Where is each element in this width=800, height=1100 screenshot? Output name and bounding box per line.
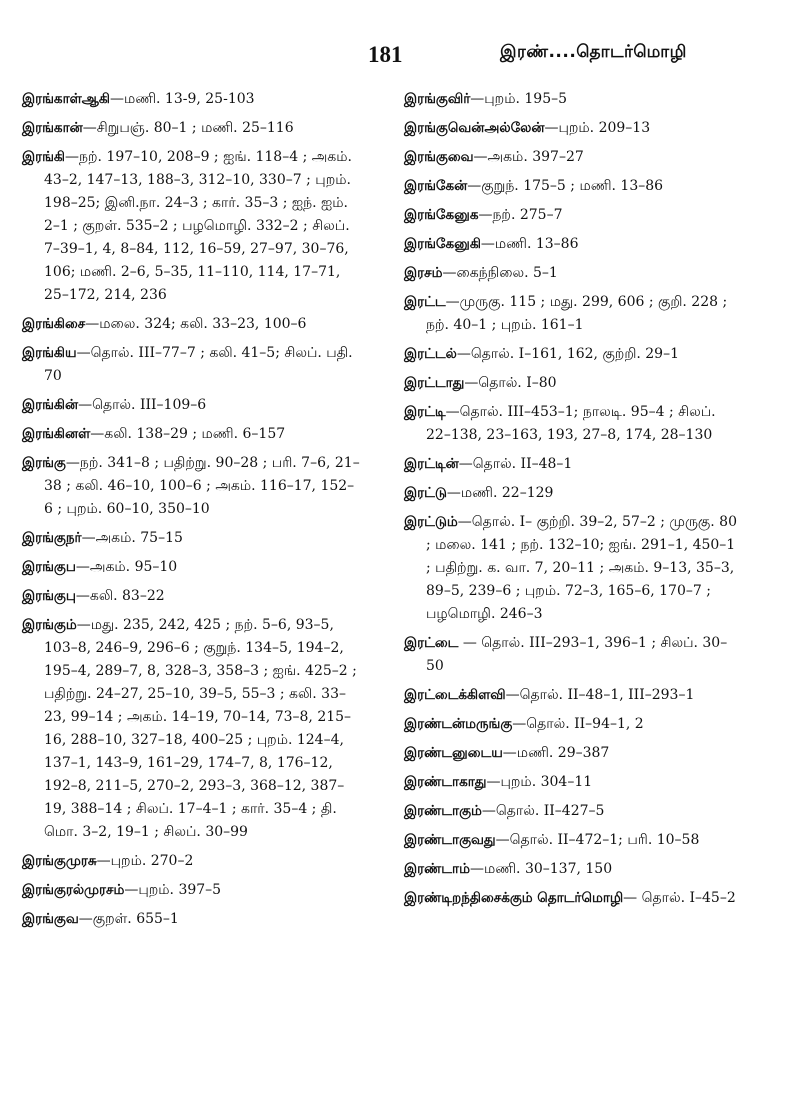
- entry-references: —தொல். I–161, 162, குற்றி. 29–1: [456, 346, 679, 362]
- entry-references: —அகம். 75–15: [81, 530, 183, 546]
- index-entry: [404, 742, 742, 765]
- entry-references: —குறுந். 175–5 ; மணி. 13–86: [467, 178, 664, 194]
- entry-headword: இரண்டன்மருங்கு: [404, 716, 513, 732]
- index-entry: [22, 908, 360, 931]
- entry-references: —கலி. 138–29 ; மணி. 6–157: [90, 426, 286, 442]
- entry-references: —தொல். II–427–5: [481, 803, 605, 819]
- index-entry: [22, 527, 360, 550]
- index-entry: [404, 453, 742, 476]
- entry-headword: இரண்டாகுவது: [404, 832, 496, 848]
- entry-references: —நற். 341–8 ; பதிற்று. 90–28 ; பரி. 7–6, 21–38 ; கலி. 46–10, 100–6 ; அகம். 116–17, 152–6 ; புறம். 60–10, 350–10: [44, 455, 360, 517]
- entry-references: —கலி. 83–22: [75, 588, 165, 604]
- entry-references: —மணி. 29–387: [502, 745, 610, 761]
- entry-headword: இரண்டாகும்: [404, 803, 482, 819]
- entry-headword: இரட்டும்: [404, 514, 458, 530]
- index-entry: [404, 88, 742, 111]
- index-entry: [22, 394, 360, 417]
- entry-headword: இரட்டி: [404, 404, 446, 420]
- entry-headword: இரங்கிய: [22, 345, 77, 361]
- entry-headword: இரட்ட: [404, 294, 446, 310]
- index-entry: [404, 858, 742, 881]
- entry-headword: இரட்டு: [404, 485, 447, 501]
- entry-references: —மணி. 22–129: [446, 485, 554, 501]
- index-entry: [404, 262, 742, 285]
- entry-references: —தொல். III–109–6: [78, 397, 207, 413]
- index-entry: [404, 401, 742, 447]
- entry-headword: இரட்டை: [404, 635, 459, 651]
- entry-references: —மலை. 324; கலி. 33–23, 100–6: [85, 316, 307, 332]
- index-entry: [404, 175, 742, 198]
- page-number: 181: [368, 42, 403, 67]
- index-entry: [22, 146, 360, 307]
- entry-references: —நற். 275–7: [478, 207, 563, 223]
- index-entry: [404, 343, 742, 366]
- page-header: [0, 42, 800, 78]
- entry-headword: இரண்டாகாது: [404, 774, 487, 790]
- entry-references: —தொல். III–453–1; நாலடி. 95–4 ; சிலப். 22–138, 23–163, 193, 27–8, 174, 28–130: [426, 404, 716, 443]
- entry-references: —மணி. 13–86: [480, 236, 579, 252]
- entry-references: —சிறுபஞ். 80–1 ; மணி. 25–116: [82, 120, 294, 136]
- entry-headword: இரங்குவென்அல்லேன்: [404, 120, 545, 136]
- entry-headword: இரங்குவிர்: [404, 91, 471, 107]
- index-entry: [404, 684, 742, 707]
- entry-references: —நற். 197–10, 208–9 ; ஐங். 118–4 ; அகம். 43–2, 147–13, 188–3, 312–10, 330–7 ; புறம். 198–25; இனி.நா. 24–3 ; கார். 35–3 ; ஐந். ஐம். 2–1 ; குறள். 535–2 ; பழமொழி. 332–2 ; சிலப். 7–39–1, 4, 8–84, 112, 16–59, 27–97, 30–76, 106; மணி. 2–6, 5–35, 11–110, 114, 17–71, 25–172, 214, 236: [44, 149, 352, 303]
- entry-references: —மணி. 13-9, 25-103: [109, 91, 255, 107]
- index-entry: [404, 146, 742, 169]
- entry-headword: இரங்குநர்: [22, 530, 82, 546]
- entry-headword: இரண்டாம்: [404, 861, 470, 877]
- index-entry: [404, 233, 742, 256]
- index-entry: [404, 511, 742, 626]
- index-entry: [404, 800, 742, 823]
- index-entry: [404, 887, 742, 910]
- index-entry: [22, 452, 360, 521]
- entry-headword: இரங்கேனுக: [404, 207, 479, 223]
- entry-references: —புறம். 397–5: [124, 882, 222, 898]
- index-entry: [22, 850, 360, 873]
- index-entry: [22, 342, 360, 388]
- entry-headword: இரண்டிறந்திசைக்கும் தொடர்மொழி: [404, 890, 624, 906]
- index-entry: [404, 117, 742, 140]
- entry-headword: இரங்கினள்: [22, 426, 91, 442]
- entry-headword: இரங்குமுரசு: [22, 853, 97, 869]
- entry-headword: இரட்டாது: [404, 375, 465, 391]
- entry-headword: இரங்கு: [22, 455, 66, 471]
- entry-references: —புறம். 195–5: [470, 91, 568, 107]
- index-entry: [404, 713, 742, 736]
- entry-headword: இரங்குவ: [22, 911, 79, 927]
- entry-headword: இரங்காள்ஆகி: [22, 91, 110, 107]
- right-column: [404, 88, 742, 916]
- entry-references: —கைந்நிலை. 5–1: [442, 265, 558, 281]
- entry-references: —குறள். 655–1: [78, 911, 179, 927]
- entry-headword: இரங்குப: [22, 559, 76, 575]
- entry-headword: இரங்கேனுகி: [404, 236, 481, 252]
- entry-headword: இரட்டைக்கிளவி: [404, 687, 506, 703]
- entry-headword: இரசம்: [404, 265, 443, 281]
- index-entry: [404, 291, 742, 337]
- index-entry: [404, 482, 742, 505]
- index-entry: [404, 829, 742, 852]
- entry-references: —தொல். II–48–1, III–293–1: [505, 687, 695, 703]
- index-entry: [404, 204, 742, 227]
- entry-headword: இரங்கும்: [22, 617, 77, 633]
- entry-references: —அகம். 397–27: [473, 149, 584, 165]
- entry-references: — தொல். I–45–2: [623, 890, 736, 906]
- index-entry: [22, 879, 360, 902]
- entry-references: —மணி. 30–137, 150: [469, 861, 613, 877]
- left-column: [22, 88, 360, 937]
- index-entry: [404, 632, 742, 678]
- entry-references: —அகம். 95–10: [75, 559, 178, 575]
- entry-references: —தொல். I– குற்றி. 39–2, 57–2 ; முருகு. 80 ; மலை. 141 ; நற். 132–10; ஐங். 291–1, 450–1 ; பதிற்று. க. வா. 7, 20–11 ; அகம். 9–13, 35–3, 89–5, 239–6 ; புறம். 72–3, 165–6, 170–7 ; பழமொழி. 246–3: [426, 514, 737, 622]
- entry-headword: இரண்டனுடைய: [404, 745, 503, 761]
- entry-headword: இரங்கேன்: [404, 178, 468, 194]
- running-head: இரண்....தொடர்மொழி: [500, 42, 687, 62]
- entry-headword: இரங்குரல்முரசம்: [22, 882, 125, 898]
- entry-references: —புறம். 209–13: [544, 120, 651, 136]
- entry-references: —தொல். II–472–1; பரி. 10–58: [495, 832, 700, 848]
- entry-references: —புறம். 270–2: [96, 853, 194, 869]
- index-entry: [404, 372, 742, 395]
- entry-references: —தொல். I–80: [464, 375, 557, 391]
- entry-references: —புறம். 304–11: [486, 774, 593, 790]
- index-entry: [22, 313, 360, 336]
- entry-headword: இரங்குபு: [22, 588, 76, 604]
- index-entry: [404, 771, 742, 794]
- index-entry: [22, 556, 360, 579]
- index-entry: [22, 423, 360, 446]
- index-entry: [22, 88, 360, 111]
- entry-references: —தொல். III–77–7 ; கலி. 41–5; சிலப். பதி. 70: [44, 345, 353, 384]
- entry-headword: இரங்கிசை: [22, 316, 86, 332]
- index-entry: [22, 614, 360, 844]
- entry-headword: இரங்கான்: [22, 120, 83, 136]
- entry-headword: இரங்கி: [22, 149, 65, 165]
- entry-headword: இரட்டின்: [404, 456, 459, 472]
- entry-references: —முருகு. 115 ; மது. 299, 606 ; குறி. 228 ; நற். 40–1 ; புறம். 161–1: [426, 294, 728, 333]
- index-entry: [22, 585, 360, 608]
- entry-headword: இரட்டல்: [404, 346, 457, 362]
- index-entry: [22, 117, 360, 140]
- entry-references: —தொல். II–48–1: [458, 456, 573, 472]
- entry-references: — தொல். III–293–1, 396–1 ; சிலப். 30–50: [426, 635, 728, 674]
- entry-headword: இரங்கின்: [22, 397, 79, 413]
- entry-references: —தொல். II–94–1, 2: [512, 716, 644, 732]
- entry-headword: இரங்குவை: [404, 149, 474, 165]
- entry-references: —மது. 235, 242, 425 ; நற். 5–6, 93–5, 103–8, 246–9, 296–6 ; குறுந். 134–5, 194–2, 195–4, 289–7, 8, 328–3, 358–3 ; ஐங். 425–2 ; பதிற்று. 24–27, 25–10, 39–5, 55–3 ; கலி. 33–23, 99–14 ; அகம். 14–19, 70–14, 73–8, 215–16, 288–10, 327–18, 400–25 ; புறம். 124–4, 137–1, 143–9, 161–29, 174–7, 8, 176–12, 192–8, 211–5, 270–2, 293–3, 368–12, 387–19, 388–14 ; சிலப். 17–4–1 ; கார். 35–4 ; தி. மொ. 3–2, 19–1 ; சிலப். 30–99: [44, 617, 357, 840]
